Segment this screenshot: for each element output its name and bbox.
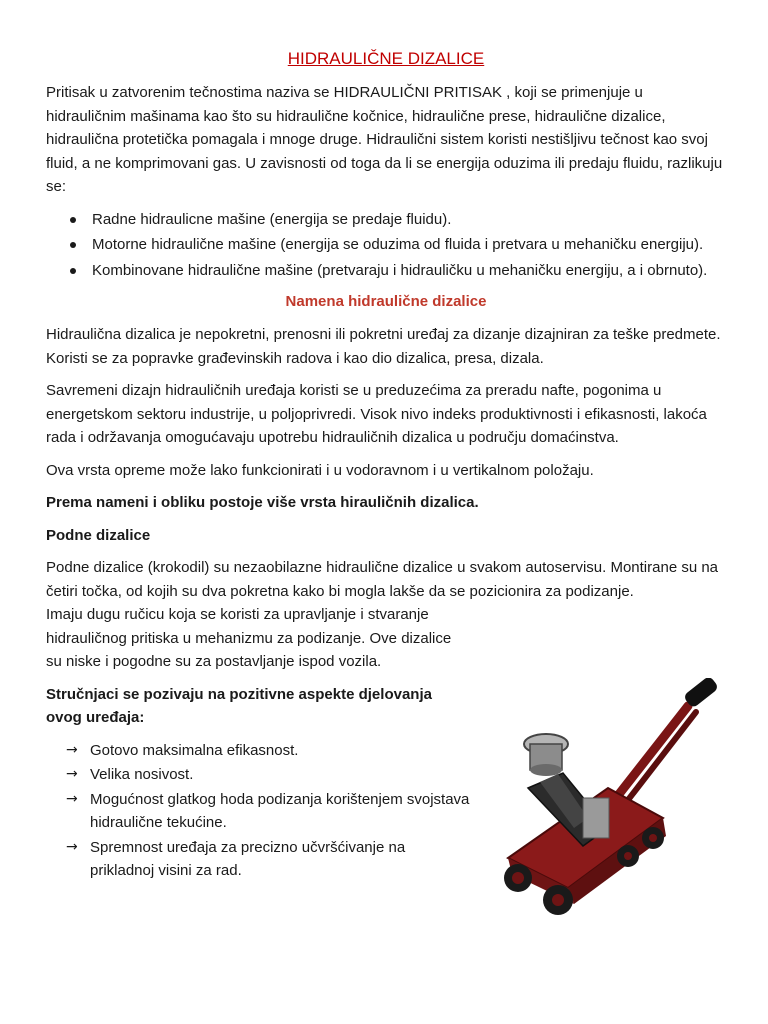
paragraph-orientation: Ova vrsta opreme može lako funkcionirati i u vodoravnom i u vertikalnom položaju. (46, 461, 594, 479)
paragraph-floor-jacks-handle: Imaju dugu ručicu koja se koristi za upravljanje i stvaranje hidrauličnog pritiska u mehanizmu za podizanje. Ove dizalice su niske i pogodne su za postavljanje ispod vozila. (46, 606, 452, 670)
floor-jack-image (488, 678, 738, 928)
list-item: Radne hidraulicne mašine (energija se predaje fluidu). (92, 208, 726, 232)
list-item: → Spremnost uređaja za precizno učvršćivanje na prikladnoj visini za rad. (90, 836, 470, 883)
list-item: → Mogućnost glatkog hoda podizanja korištenjem svojstava hidraulične tekućine. (90, 788, 470, 835)
paragraph-floor-jacks: Podne dizalice (krokodil) su nezaobilazne hidraulične dizalice u svakom autoservisu. Montirane su na četiri točka, od kojih su dva pokretna kako bi mogla lakše da se pozicionira za podizanje. (46, 559, 719, 600)
paragraph-modern-design: Savremeni dizajn hidrauličnih uređaja koristi se u preduzećima za preradu nafte, pogonima u energetskom sektoru industrije, u poljoprivredi. Visok nivo indeks produktivnosti i efikasnosti, lakoća rada i održavanja omogućavaju upotrebu hidrauličnih dizalica u području domaćinstva. (46, 382, 707, 446)
machine-types-list (46, 208, 726, 283)
section-heading: Namena hidraulične dizalice (285, 293, 487, 310)
list-item: Motorne hidraulične mašine (energija se oduzima od fluida i pretvara u mehaničku energiju). (92, 233, 726, 257)
document-title: HIDRAULIČNE DIZALICE (287, 49, 485, 68)
arrow-right-icon: → (66, 766, 78, 782)
arrow-right-icon: → (66, 741, 78, 758)
paragraph-purpose: Hidraulična dizalica je nepokretni, prenosni ili pokretni uređaj za dizanje dizajniran za teške predmete. Koristi se za popravke građevinskih radova i kao dio dizalica, presa, dizala. (46, 326, 721, 367)
list-item: → Gotovo maksimalna efikasnost. (90, 739, 470, 763)
subheading-floor-jacks: Podne dizalice (46, 526, 151, 544)
bullet-icon (70, 217, 76, 223)
list-item: → Velika nosivost. (90, 763, 470, 787)
bold-statement-types: Prema nameni i obliku postoje više vrsta hirauličnih dizalica. (46, 494, 479, 511)
bullet-icon (70, 242, 76, 248)
bullet-icon (70, 268, 76, 274)
bold-statement-experts: Stručnjaci se pozivaju na pozitivne aspekte djelovanja ovog uređaja: (46, 685, 432, 726)
arrow-right-icon: → (66, 790, 78, 807)
arrow-right-icon: → (66, 838, 78, 855)
list-item: Kombinovane hidraulične mašine (pretvaraju i hidrauličku u mehaničku energiju, a i obrnuto). (92, 259, 726, 283)
advantages-list (46, 739, 470, 883)
intro-paragraph: Pritisak u zatvorenim tečnostima naziva se HIDRAULIČNI PRITISAK , koji se primenjuje u hidrauličnim mašinama kao što su hidraulične kočnice, hidraulične prese, hidraulične dizalice, hidraulična protetička pomagala i mnoge druge. Hidraulični sistem koristi nestišljivu tečnost kao svoj fluid, a ne komprimovani gas. U zavisnosti od toga da li se energija oduzima ili predaju fluidu, razlikuju se: (46, 84, 723, 195)
